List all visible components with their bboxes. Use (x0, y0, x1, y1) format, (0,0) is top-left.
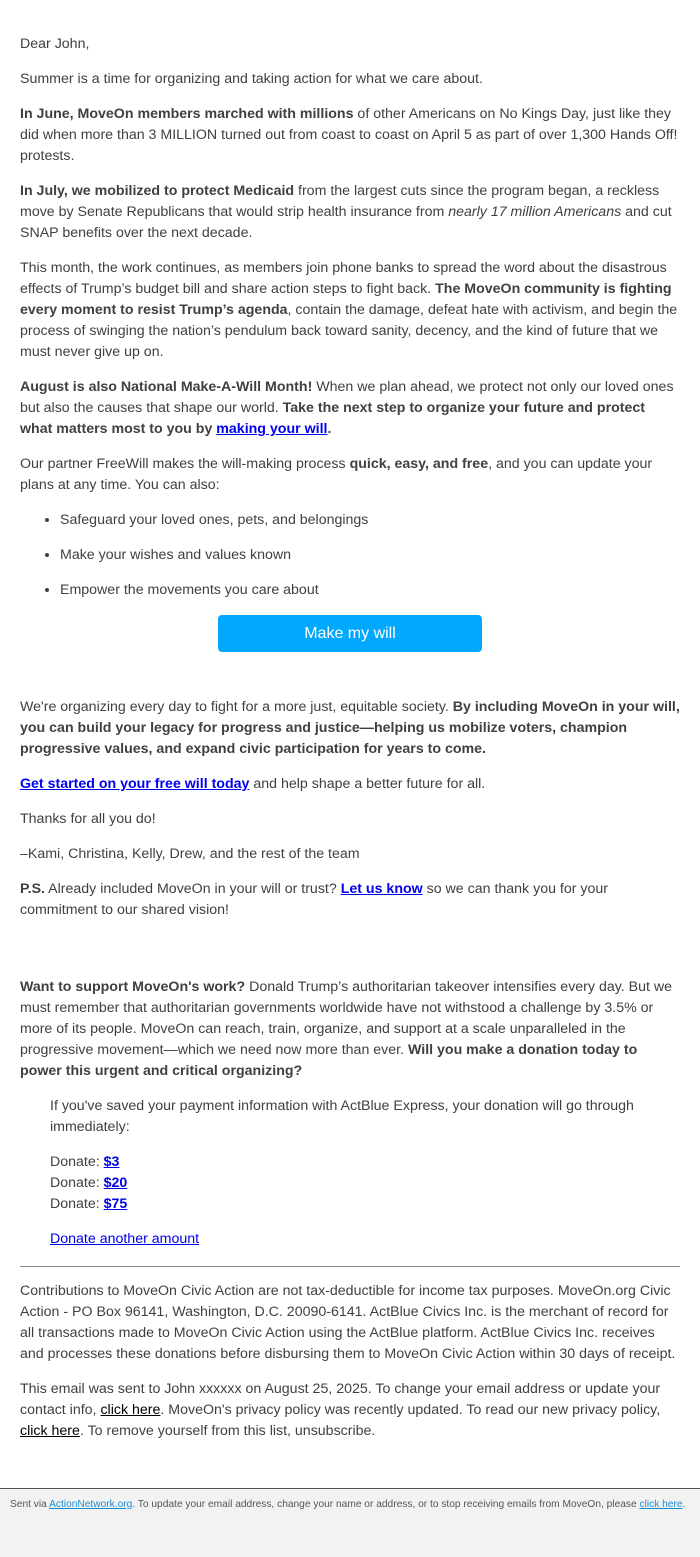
partner-text-2: , and you can update your plans at any time. You can also: (20, 456, 653, 493)
intro-paragraph: Summer is a time for organizing and taking action for what we care about. (20, 71, 483, 87)
partner-text-1: Our partner FreeWill makes the will-making process (20, 456, 350, 472)
support-bold-1: Want to support MoveOn's work? (20, 979, 246, 995)
donate-row (50, 1194, 680, 1215)
let-us-know-link[interactable]: Let us know (340, 881, 423, 897)
month-bold: The MoveOn community is fighting every moment to resist Trump’s agenda (20, 281, 672, 318)
support-paragraph (20, 977, 680, 1082)
august-paragraph (20, 377, 680, 440)
section-spacer (20, 935, 680, 977)
actblue-note: If you've saved your payment information with ActBlue Express, your donation will go through immediately: (50, 1098, 634, 1135)
june-text: of other Americans on No Kings Day, just like they did when more than 3 MILLION turned out from coast to coast on April 5 as part of over 1,300 Hands Off! protests. (20, 106, 678, 164)
august-bold-2-text: Take the next step to organize your future and protect what matters most to you by (20, 400, 645, 437)
cta-wrapper (20, 615, 680, 652)
list-item: • Safeguard your loved ones, pets, and belongings (60, 510, 680, 531)
ps-paragraph (20, 879, 680, 921)
benefits-list (20, 510, 680, 601)
june-paragraph (20, 104, 680, 167)
donate-label: Donate: (50, 1154, 104, 1170)
list-item: • Empower the movements you care about (60, 580, 680, 601)
legacy-text: We're organizing every day to fight for a more just, equitable society. (20, 699, 453, 715)
donate-other-paragraph (50, 1229, 680, 1250)
donate-3-link[interactable]: $3 (103, 1154, 120, 1170)
july-italic: nearly 17 million Americans (448, 204, 622, 220)
ps-text-2: so we can thank you for your commitment to our shared vision! (20, 881, 609, 918)
footer-text (0, 1489, 700, 1521)
donate-label: Donate: (50, 1175, 104, 1191)
footer-text-3: . (682, 1499, 686, 1510)
donate-20-link[interactable]: $20 (103, 1175, 128, 1191)
sent-text-2: . MoveOn's privacy policy was recently updated. To read our new privacy policy, (160, 1402, 661, 1418)
donate-75-link[interactable]: $75 (103, 1196, 128, 1212)
donation-block (20, 1096, 680, 1250)
disclaimer: Contributions to MoveOn Civic Action are not tax-deductible for income tax purposes. MoveOn.org Civic Action - PO Box 96141, Washington, D.C. 20090-6141. ActBlue Civics Inc. is the merchant of record for all transactions made to MoveOn Civic Action using the ActBlue platform. ActBlue Civics Inc. receives and processes these donations before disbursing them to MoveOn Civic Action within 30 days of receipt. (20, 1283, 676, 1362)
june-bold: In June, MoveOn members marched with millions (20, 106, 354, 122)
thanks-line: Thanks for all you do! (20, 811, 156, 827)
footer-bar (0, 1488, 700, 1557)
privacy-policy-link[interactable]: click here (20, 1423, 80, 1439)
support-text: Donald Trump’s authoritarian takeover intensifies every day. But we must remember that authoritarian governments worldwide have not withstood a challenge by 3.5% or more of its people. MoveOn can reach, train, organize, and support at a scale unparalleled in the progressive movement—which we need now more than ever. (20, 979, 673, 1058)
signature: –Kami, Christina, Kelly, Drew, and the rest of the team (20, 846, 360, 862)
sent-text-3: . To remove yourself from this list, unsubscribe. (79, 1423, 376, 1439)
donate-row (50, 1152, 680, 1173)
july-text-1: from the largest cuts since the program began, a reckless move by Senate Republicans that would strip health insurance from (20, 183, 660, 220)
divider (20, 1266, 680, 1267)
july-paragraph (20, 181, 680, 244)
update-contact-link[interactable]: click here (100, 1402, 161, 1418)
footer-text-1: Sent via (10, 1499, 50, 1510)
month-text-2: , contain the damage, defeat hate with activism, and begin the process of swinging the nation’s pendulum back toward sanity, decency, and the kind of future that we must never give up on. (20, 302, 678, 360)
sent-note (20, 1379, 680, 1442)
july-text-2: and cut SNAP benefits over the next decade. (20, 204, 672, 241)
august-end: . (327, 421, 332, 437)
ps-text-1: Already included MoveOn in your will or trust? (44, 881, 341, 897)
legacy-bold: By including MoveOn in your will, you can build your legacy for progress and justice—helping us mobilize voters, champion progressive values, and expand civic participation for years to come. (20, 699, 680, 757)
month-text-1: This month, the work continues, as members join phone banks to spread the word about the disastrous effects of Trump’s budget bill and share action steps to fight back. (20, 260, 667, 297)
donation-options (50, 1152, 680, 1215)
legacy-paragraph (20, 697, 680, 760)
get-started-text: and help shape a better future for all. (249, 776, 486, 792)
list-item: • Make your wishes and values known (60, 545, 680, 566)
donate-row (50, 1173, 680, 1194)
make-my-will-button[interactable]: Make my will (218, 615, 482, 652)
sent-text-1: This email was sent to John xxxxxx on August 25, 2025. To change your email address or update your contact info, (20, 1381, 661, 1418)
donate-another-amount-link[interactable]: Donate another amount (50, 1231, 200, 1247)
month-paragraph (20, 258, 680, 363)
ps-label: P.S. (20, 881, 45, 897)
greeting: Dear John, (20, 36, 90, 52)
email-body (20, 34, 680, 1456)
partner-bold: quick, easy, and free (349, 456, 489, 472)
july-bold: In July, we mobilized to protect Medicaid (20, 183, 295, 199)
footer-text-2: . To update your email address, change your name or address, or to stop receiving emails from MoveOn, please (132, 1499, 640, 1510)
actionnetwork-link[interactable]: ActionNetwork.org (49, 1499, 133, 1510)
august-text: When we plan ahead, we protect not only our loved ones but also the causes that shape our world. (20, 379, 674, 416)
get-started-link[interactable]: Get started on your free will today (20, 776, 250, 792)
support-bold-2: Will you make a donation today to power this urgent and critical organizing? (20, 1042, 638, 1079)
partner-paragraph (20, 454, 680, 496)
making-your-will-link[interactable]: making your will (216, 421, 328, 437)
get-started-paragraph (20, 774, 680, 795)
donate-label: Donate: (50, 1196, 104, 1212)
august-bold-1: August is also National Make-A-Will Month! (20, 379, 313, 395)
footer-click-here-link[interactable]: click here (639, 1499, 683, 1510)
